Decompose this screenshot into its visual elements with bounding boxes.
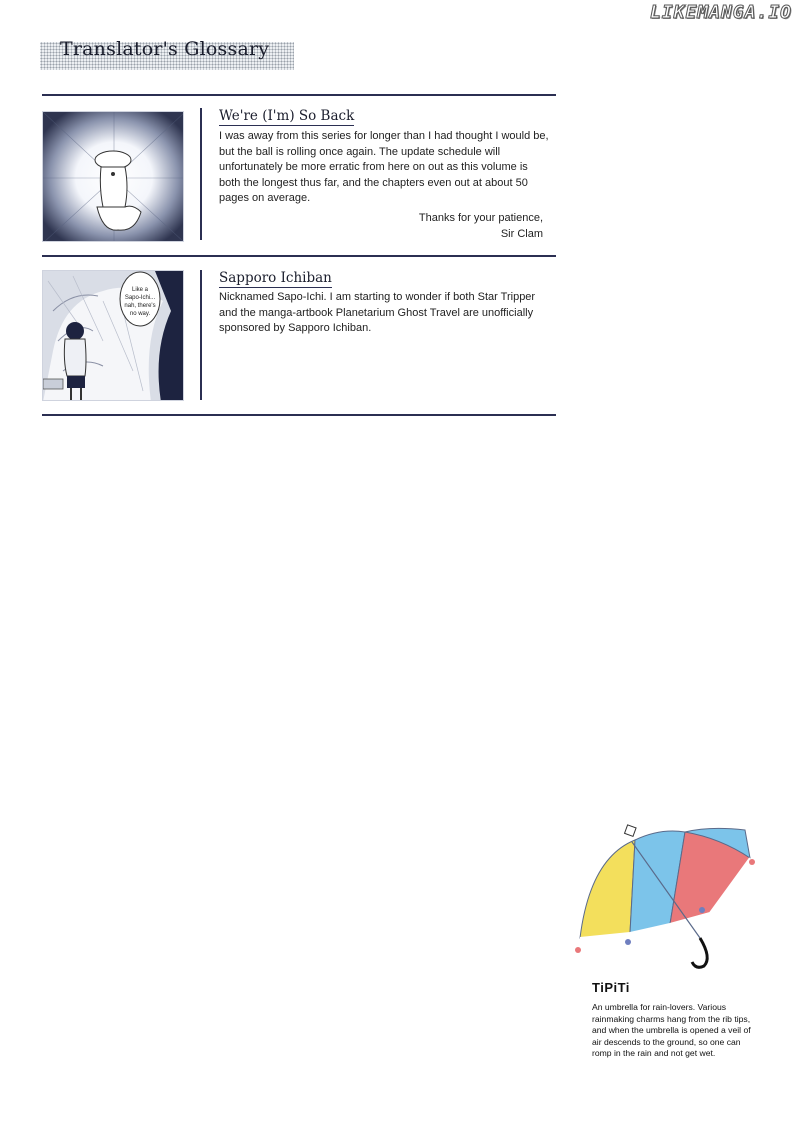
umbrella-icon: [570, 818, 760, 978]
page-title: Translator's Glossary: [60, 38, 270, 60]
cave-scene-image: [43, 271, 184, 401]
entry-2-separator: [200, 270, 202, 400]
divider-middle: [42, 255, 556, 257]
tipiti-title: TiPiTi: [592, 980, 630, 995]
entry-1-body: I was away from this series for longer than I had thought I would be, but the ball is rolling once again. The update schedule will unfortunately be more erratic from here on out as this volume is both the longest thus far, and the chapters even out at about 50 pages on average.: [219, 130, 549, 205]
glowing-figure-image: [43, 112, 184, 242]
entry-1-illustration: [42, 111, 184, 242]
tipiti-description: An umbrella for rain-lovers. Various rainmaking charms hang from the rib tips, and when the umbrella is opened a veil of air descends to the ground, so one can romp in the rain and not get wet.: [592, 1002, 751, 1059]
svg-text:nah, there's: nah, there's: [124, 303, 156, 309]
svg-text:Sapo-Ichi...: Sapo-Ichi...: [124, 295, 156, 301]
entry-1-separator: [200, 108, 202, 240]
entry-1-signoff: [343, 211, 543, 242]
entry-2-body: Nicknamed Sapo-Ichi. I am starting to wonder if both Star Tripper and the manga-artbook Planetarium Ghost Travel are unofficially sponsored by Sapporo Ichiban.: [219, 291, 536, 335]
signoff-line-2: Sir Clam: [500, 227, 543, 240]
entry-2-title: Sapporo Ichiban: [219, 270, 332, 286]
divider-bottom: [42, 414, 556, 416]
svg-text:Like a: Like a: [131, 287, 149, 293]
entry-2-illustration: [42, 270, 184, 401]
watermark: LIKEMANGA.IO: [649, 2, 792, 23]
entry-1-title: We're (I'm) So Back: [219, 108, 355, 124]
svg-text:no way.: no way.: [129, 311, 151, 317]
signoff-line-1: Thanks for your patience,: [418, 212, 543, 224]
divider-top: [42, 94, 556, 96]
